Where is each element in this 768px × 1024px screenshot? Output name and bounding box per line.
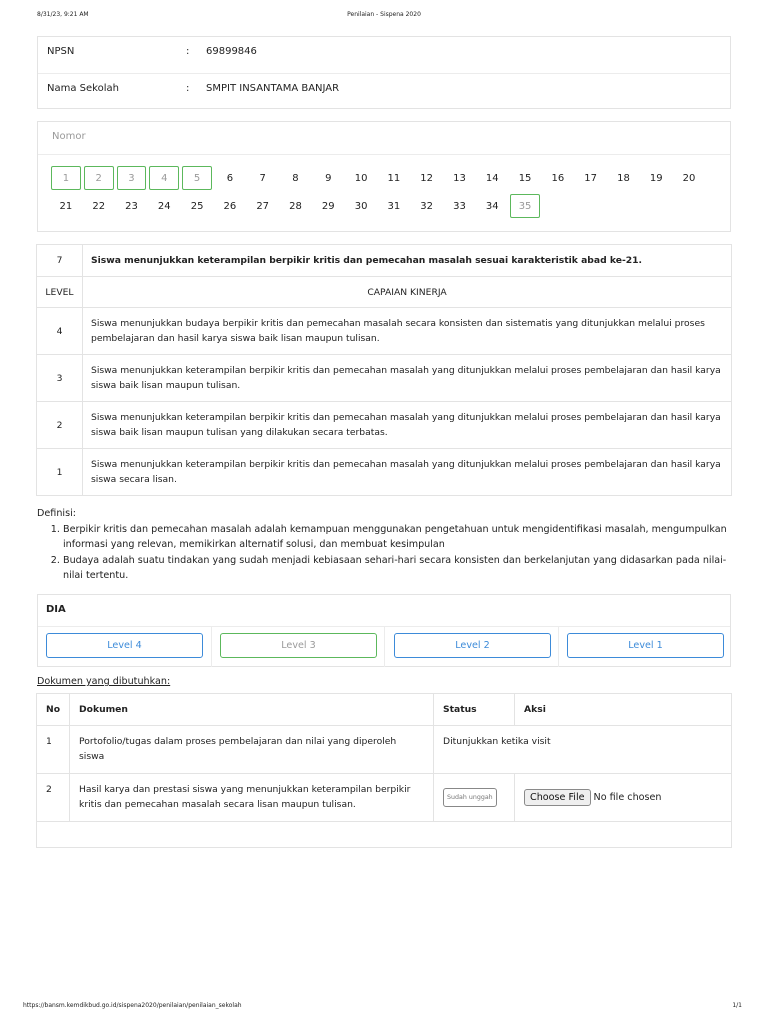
indicator-statement-row bbox=[37, 245, 732, 277]
npsn-colon: : bbox=[186, 46, 190, 57]
level-2-button[interactable]: Level 2 bbox=[394, 633, 551, 658]
table-footer-row bbox=[37, 822, 732, 848]
nomor-item[interactable]: 17 bbox=[584, 172, 598, 184]
indicator-header-row bbox=[37, 277, 732, 308]
nomor-item[interactable]: 23 bbox=[125, 200, 138, 212]
nomor-panel bbox=[37, 121, 731, 232]
nomor-item[interactable]: 21 bbox=[59, 200, 73, 212]
doc-name: Hasil karya dan prestasi siswa yang menunjukkan keterampilan berpikir kritis dan pemecahan masalah secara lisan maupun tulisan. bbox=[70, 774, 434, 822]
nomor-item[interactable]: 6 bbox=[226, 172, 234, 184]
nomor-item[interactable]: 26 bbox=[223, 200, 237, 212]
nomor-item[interactable]: 10 bbox=[354, 172, 368, 184]
nomor-item[interactable]: 31 bbox=[387, 200, 401, 212]
nomor-item[interactable]: 16 bbox=[551, 172, 565, 184]
level-row bbox=[37, 355, 732, 402]
nomor-item[interactable]: 14 bbox=[485, 172, 499, 184]
nomor-item[interactable]: 2 bbox=[84, 166, 114, 190]
level-row bbox=[37, 402, 732, 449]
nomor-item[interactable]: 34 bbox=[485, 200, 499, 212]
nomor-item[interactable]: 35 bbox=[510, 194, 540, 218]
col-no-header: No bbox=[37, 694, 70, 726]
npsn-value: 69899846 bbox=[206, 46, 257, 57]
col-status-header: Status bbox=[434, 694, 515, 726]
dia-separator bbox=[211, 627, 212, 667]
nomor-item[interactable]: 28 bbox=[289, 200, 302, 212]
nomor-item[interactable]: 33 bbox=[453, 200, 466, 212]
nomor-item[interactable]: 18 bbox=[617, 172, 630, 184]
nomor-item[interactable]: 25 bbox=[190, 200, 204, 212]
level-3-button[interactable]: Level 3 bbox=[220, 633, 377, 658]
nomor-divider bbox=[38, 154, 730, 155]
level-description: Siswa menunjukkan budaya berpikir kritis dan pemecahan masalah secara konsisten dan sistematis yang ditunjukkan melalui proses pembelajaran dan hasil karya siswa baik lisan maupun tulisan. bbox=[83, 308, 732, 355]
print-url: https://bansm.kemdikbud.go.id/sispena2020/penilaian/penilaian_sekolah bbox=[23, 1002, 242, 1009]
nomor-item[interactable]: 11 bbox=[387, 172, 401, 184]
documents-heading: Dokumen yang dibutuhkan: bbox=[37, 676, 171, 687]
dia-panel bbox=[37, 594, 731, 667]
dia-separator bbox=[558, 627, 559, 667]
npsn-row bbox=[38, 37, 730, 73]
table-row bbox=[37, 774, 732, 822]
nomor-item[interactable]: 20 bbox=[682, 172, 696, 184]
print-header bbox=[0, 11, 768, 21]
choose-file-button[interactable]: Choose File bbox=[524, 789, 591, 806]
school-info-card bbox=[37, 36, 731, 109]
nomor-item[interactable]: 27 bbox=[256, 200, 270, 212]
print-page-title: Penilaian - Sispena 2020 bbox=[347, 11, 421, 18]
nomor-item[interactable]: 19 bbox=[649, 172, 663, 184]
doc-status-cell bbox=[434, 774, 515, 822]
indicator-table-card bbox=[36, 244, 732, 496]
documents-table-card bbox=[36, 693, 732, 848]
level-row bbox=[37, 449, 732, 496]
nomor-item[interactable]: 29 bbox=[321, 200, 335, 212]
level-header: LEVEL bbox=[37, 277, 83, 308]
nomor-item[interactable]: 7 bbox=[259, 172, 266, 184]
documents-table bbox=[36, 693, 732, 848]
nomor-title: Nomor bbox=[52, 131, 86, 142]
indicator-statement: Siswa menunjukkan keterampilan berpikir kritis dan pemecahan masalah sesuai karakteristik abad ke-21. bbox=[83, 245, 732, 277]
status-badge: Sudah unggah bbox=[443, 788, 497, 807]
nomor-list bbox=[51, 166, 726, 218]
definisi-item: 2. Budaya adalah suatu tindakan yang sudah menjadi kebiasaan sehari-hari secara konsisten dan berkelanjutan yang didasarkan pada nilai-nilai tertentu. bbox=[63, 553, 731, 584]
print-page-number: 1/1 bbox=[732, 1002, 742, 1009]
level-description: Siswa menunjukkan keterampilan berpikir kritis dan pemecahan masalah yang ditunjukkan melalui proses pembelajaran dan hasil karya siswa baik lisan maupun tulisan. bbox=[83, 355, 732, 402]
level-description: Siswa menunjukkan keterampilan berpikir kritis dan pemecahan masalah yang ditunjukkan melalui proses pembelajaran dan hasil karya siswa secara lisan. bbox=[83, 449, 732, 496]
print-datetime: 8/31/23, 9:21 AM bbox=[37, 11, 89, 18]
level-description: Siswa menunjukkan keterampilan berpikir kritis dan pemecahan masalah yang ditunjukkan melalui proses pembelajaran dan hasil karya siswa baik lisan maupun tulisan yang dilakukan secara terbatas. bbox=[83, 402, 732, 449]
definisi-section bbox=[37, 506, 731, 584]
doc-status: Ditunjukkan ketika visit bbox=[434, 726, 732, 774]
table-footer-cell bbox=[37, 822, 732, 848]
school-name-row bbox=[38, 73, 730, 109]
level-number: 3 bbox=[37, 355, 83, 402]
nomor-item[interactable]: 3 bbox=[117, 166, 147, 190]
dia-title: DIA bbox=[46, 604, 66, 615]
nomor-item[interactable]: 24 bbox=[157, 200, 171, 212]
nomor-item[interactable]: 1 bbox=[51, 166, 81, 190]
definisi-title: Definisi: bbox=[37, 508, 76, 519]
indicator-number: 7 bbox=[37, 245, 83, 277]
nomor-item[interactable]: 12 bbox=[420, 172, 434, 184]
level-number: 4 bbox=[37, 308, 83, 355]
col-action-header: Aksi bbox=[515, 694, 732, 726]
nomor-item[interactable]: 32 bbox=[420, 200, 434, 212]
doc-no: 1 bbox=[37, 726, 70, 774]
col-doc-header: Dokumen bbox=[70, 694, 434, 726]
npsn-label: NPSN bbox=[47, 46, 75, 57]
nomor-item[interactable]: 9 bbox=[325, 172, 332, 184]
school-name-label: Nama Sekolah bbox=[47, 83, 119, 94]
level-number: 2 bbox=[37, 402, 83, 449]
school-name-colon: : bbox=[186, 83, 190, 94]
level-row bbox=[37, 308, 732, 355]
nomor-item[interactable]: 4 bbox=[149, 166, 179, 190]
level-4-button[interactable]: Level 4 bbox=[46, 633, 203, 658]
doc-no: 2 bbox=[37, 774, 70, 822]
file-status-text: No file chosen bbox=[593, 792, 662, 803]
level-number: 1 bbox=[37, 449, 83, 496]
capaian-header: CAPAIAN KINERJA bbox=[83, 277, 732, 308]
table-row bbox=[37, 726, 732, 774]
nomor-item[interactable]: 5 bbox=[182, 166, 212, 190]
indicator-table bbox=[36, 244, 732, 496]
nomor-item[interactable]: 13 bbox=[453, 172, 466, 184]
documents-header-row bbox=[37, 694, 732, 726]
doc-name: Portofolio/tugas dalam proses pembelajaran dan nilai yang diperoleh siswa bbox=[70, 726, 434, 774]
nomor-item[interactable]: 30 bbox=[354, 200, 368, 212]
definisi-item: 1. Berpikir kritis dan pemecahan masalah adalah kemampuan menggunakan pengetahuan untuk mengidentifikasi masalah, mengumpulkan informasi yang relevan, memikirkan alternatif solusi, dan membuat kesimpulan bbox=[63, 522, 731, 553]
nomor-item[interactable]: 8 bbox=[292, 172, 299, 184]
doc-action-cell bbox=[515, 774, 732, 822]
nomor-item[interactable]: 22 bbox=[92, 200, 106, 212]
school-name-value: SMPIT INSANTAMA BANJAR bbox=[206, 83, 340, 94]
dia-separator bbox=[384, 627, 385, 667]
definisi-list bbox=[63, 522, 731, 584]
nomor-item[interactable]: 15 bbox=[518, 172, 532, 184]
level-1-button[interactable]: Level 1 bbox=[567, 633, 724, 658]
